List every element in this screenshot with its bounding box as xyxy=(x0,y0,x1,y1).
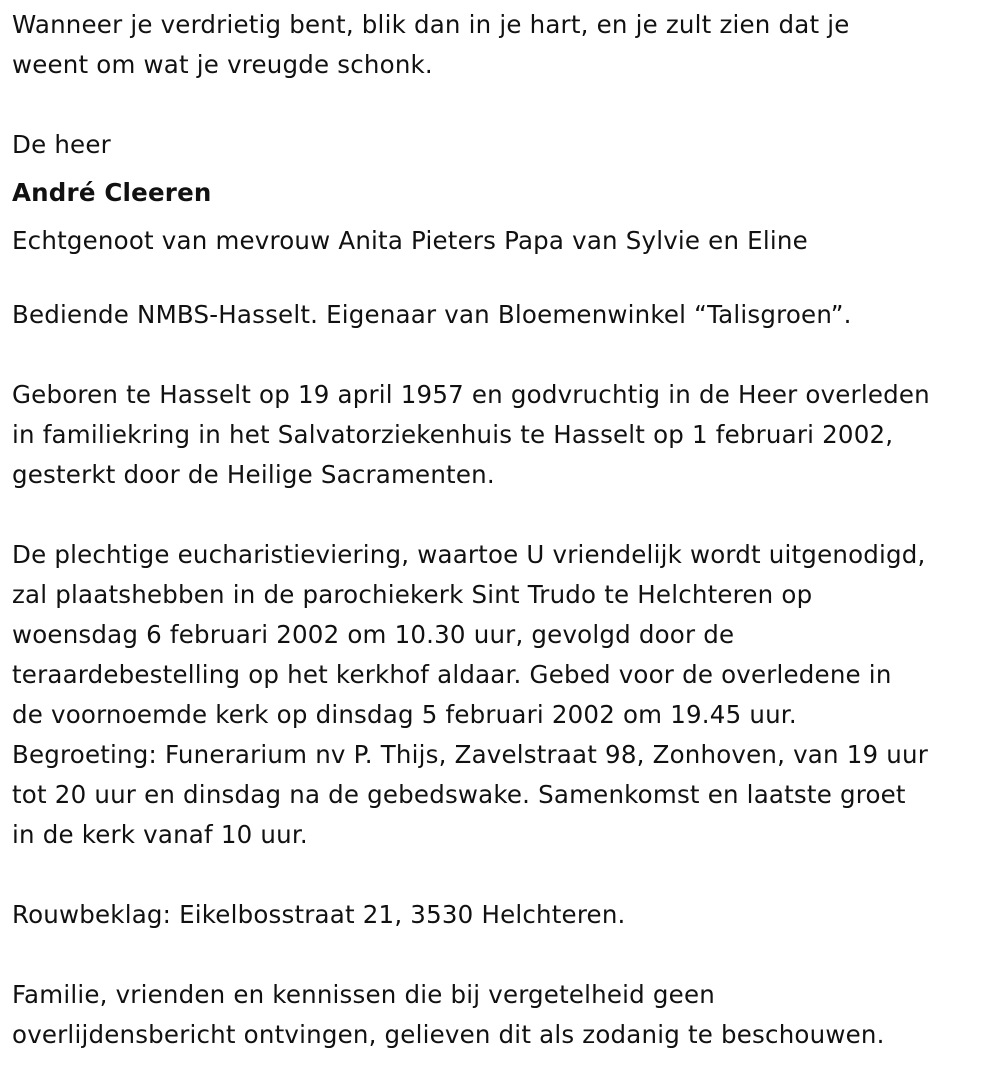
occupation-line: Bediende NMBS-Hasselt. Eigenaar van Bloemenwinkel “Talisgroen”. xyxy=(12,300,852,329)
ceremony-line-6: Begroeting: Funerarium nv P. Thijs, Zavelstraat 98, Zonhoven, van 19 uur xyxy=(12,740,928,769)
ceremony-block xyxy=(12,535,992,855)
motto-block xyxy=(12,5,992,85)
ceremony-line-2: zal plaatshebben in de parochiekerk Sint Trudo te Helchteren op xyxy=(12,580,813,609)
notice-line-2: overlijdensbericht ontvingen, gelieven dit als zodanig te beschouwen. xyxy=(12,1020,885,1049)
notice-line-1: Familie, vrienden en kennissen die bij vergetelheid geen xyxy=(12,980,715,1009)
birth-death-line-1: Geboren te Hasselt op 19 april 1957 en godvruchtig in de Heer overleden xyxy=(12,380,930,409)
ceremony-line-5: de voornoemde kerk op dinsdag 5 februari 2002 om 19.45 uur. xyxy=(12,700,797,729)
ceremony-line-7: tot 20 uur en dinsdag na de gebedswake. Samenkomst en laatste groet xyxy=(12,780,906,809)
deceased-name: André Cleeren xyxy=(12,178,212,207)
obituary-document xyxy=(12,5,992,1055)
relation-line: Echtgenoot van mevrouw Anita Pieters Papa van Sylvie en Eline xyxy=(12,226,808,255)
birth-death-line-3: gesterkt door de Heilige Sacramenten. xyxy=(12,460,495,489)
birth-death-line-2: in familiekring in het Salvatorziekenhuis te Hasselt op 1 februari 2002, xyxy=(12,420,894,449)
motto-line-1: Wanneer je verdrietig bent, blik dan in je hart, en je zult zien dat je xyxy=(12,10,850,39)
notice-block xyxy=(12,975,992,1055)
salutation: De heer xyxy=(12,130,111,159)
ceremony-line-8: in de kerk vanaf 10 uur. xyxy=(12,820,308,849)
birth-death-block xyxy=(12,375,992,495)
motto-line-2: weent om wat je vreugde schonk. xyxy=(12,50,433,79)
ceremony-line-4: teraardebestelling op het kerkhof aldaar. Gebed voor de overledene in xyxy=(12,660,892,689)
ceremony-line-1: De plechtige eucharistieviering, waartoe U vriendelijk wordt uitgenodigd, xyxy=(12,540,926,569)
condolence-address: Rouwbeklag: Eikelbosstraat 21, 3530 Helchteren. xyxy=(12,900,626,929)
ceremony-line-3: woensdag 6 februari 2002 om 10.30 uur, gevolgd door de xyxy=(12,620,735,649)
